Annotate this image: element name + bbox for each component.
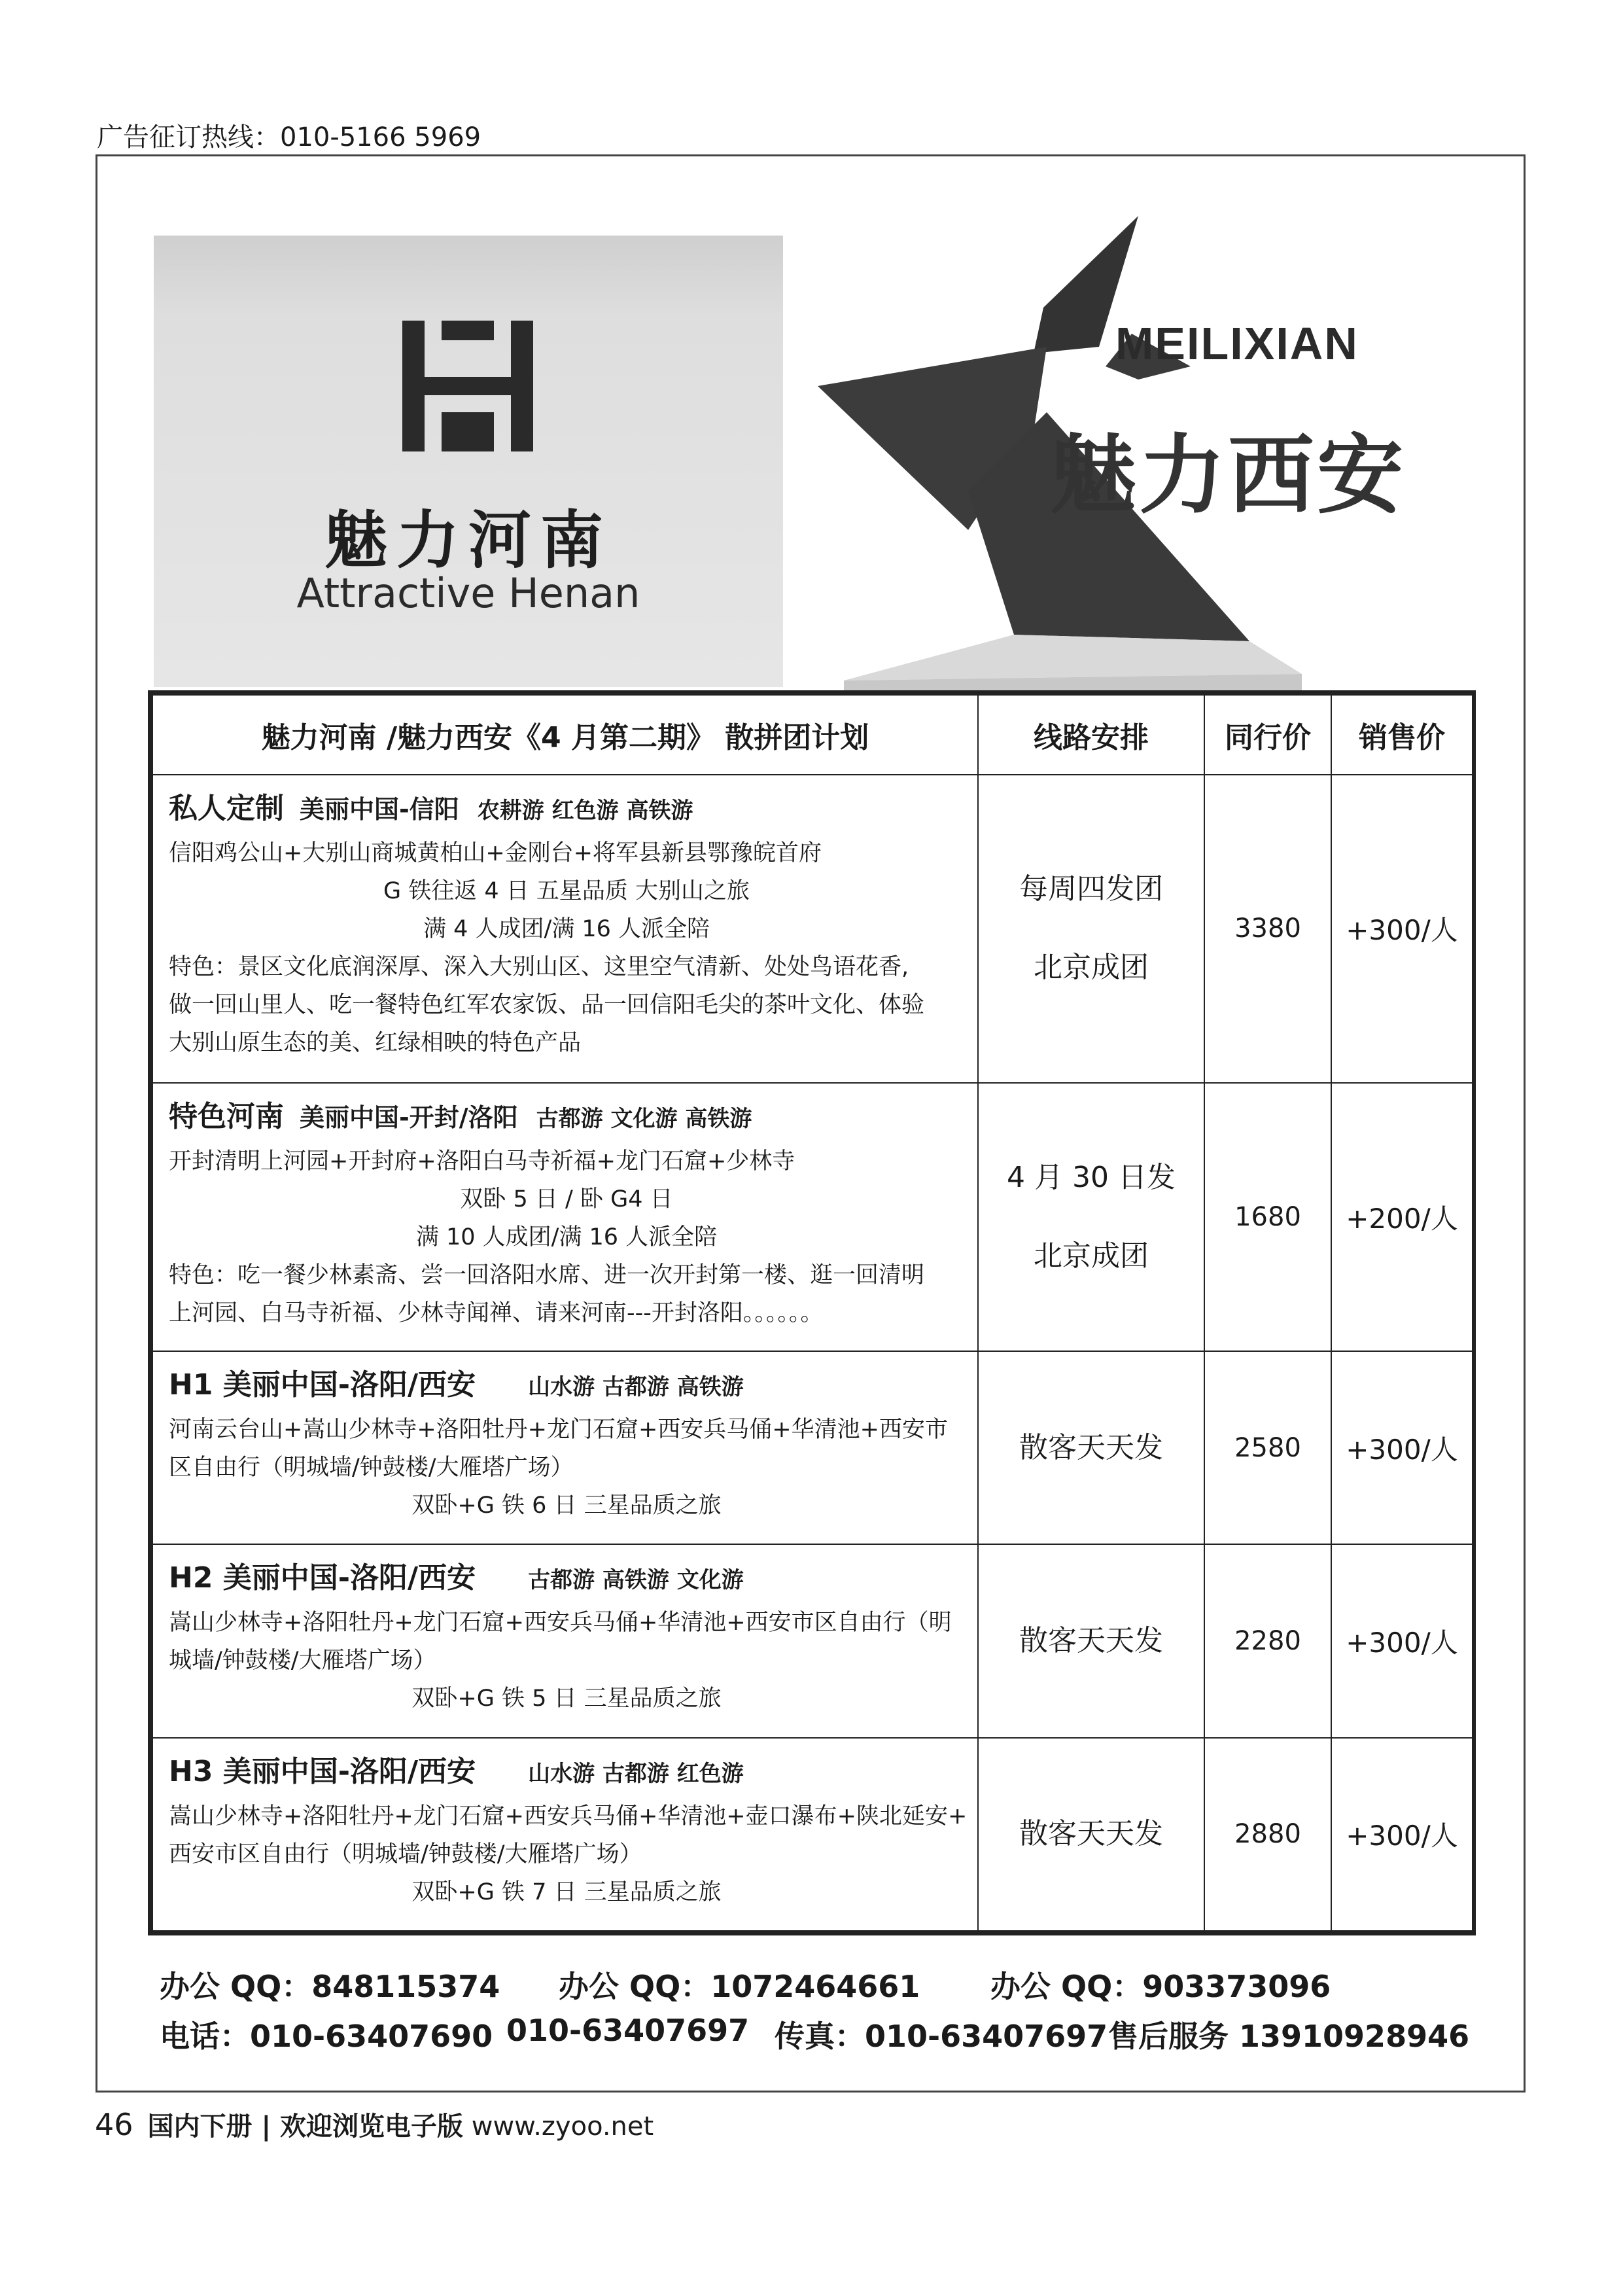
header-sale-price: 销售价: [1331, 695, 1473, 775]
route-description: [152, 1083, 978, 1351]
route-line: 特色：吃一餐少林素斋、尝一回洛阳水席、进一次开封第一楼、逛一回清明: [169, 1262, 925, 1288]
route-description: [152, 1351, 978, 1544]
route-description: [152, 1544, 978, 1737]
route-line: 上河园、白马寺祈福、少林寺闻禅、请来河南---开封洛阳。。。。。。: [169, 1299, 824, 1326]
route-line: 双卧+G 铁 5 日 三星品质之旅: [411, 1686, 722, 1712]
route-line: 满 4 人成团/满 16 人派全陪: [423, 916, 710, 942]
route-title: [169, 785, 964, 826]
route-name: H2 美丽中国-洛阳/西安: [169, 1561, 476, 1595]
route-name: 特色河南: [169, 1099, 284, 1133]
office-qq-2: 办公 QQ：1072464661: [559, 1969, 920, 2004]
route-line: 西安市区自由行（明城墙/钟鼓楼/大雁塔广场）: [169, 1841, 642, 1867]
route-line: 开封清明上河园+开封府+洛阳白马寺祈福+龙门石窟+少林寺: [169, 1148, 795, 1174]
xian-logo-cn: 魅力西安: [1050, 425, 1406, 526]
route-title: [169, 1554, 964, 1596]
xian-logo-en: MEILIXIAN: [1115, 318, 1359, 369]
route-subtitle: 美丽中国-开封/洛阳: [300, 1103, 518, 1132]
peer-price: 2880: [1204, 1738, 1331, 1931]
route-line: 嵩山少林寺+洛阳牡丹+龙门石窟+西安兵马俑+华清池+壶口瀑布+陕北延安+: [169, 1803, 968, 1829]
phone-row: [160, 2013, 1520, 2062]
header-peer-price: 同行价: [1204, 695, 1331, 775]
route-subtitle: 美丽中国-信阳: [300, 795, 459, 824]
route-line: 特色：景区文化底润深厚、深入大别山区、这里空气清新、处处鸟语花香,: [169, 954, 909, 980]
route-tags: 农耕游 红色游 高铁游: [477, 798, 693, 824]
office-qq-1: 办公 QQ：848115374: [160, 1969, 500, 2004]
fax-number: 传真：010-63407697: [775, 2019, 1108, 2054]
schedule-line: 散客天天发: [1019, 1817, 1163, 1851]
peer-price: 2580: [1204, 1351, 1331, 1544]
header-plan: 魅力河南 /魅力西安《4 月第二期》 散拼团计划: [152, 695, 978, 775]
peer-price: 3380: [1204, 775, 1331, 1083]
henan-logo-en: Attractive Henan: [296, 569, 640, 617]
hotline-text: 广告征订热线：010-5166 5969: [97, 122, 481, 152]
xian-logo: [818, 216, 1472, 694]
route-line: 城墙/钟鼓楼/大雁塔广场）: [169, 1648, 436, 1674]
route-line: 大别山原生态的美、红绿相映的特色产品: [169, 1030, 582, 1056]
sale-price: +300/人: [1331, 1351, 1473, 1544]
route-line: 双卧+G 铁 7 日 三星品质之旅: [411, 1879, 722, 1905]
route-tags: 古都游 文化游 高铁游: [536, 1105, 752, 1132]
route-tags: 山水游 古都游 高铁游: [528, 1373, 744, 1400]
route-line: 嵩山少林寺+洛阳牡丹+龙门石窟+西安兵马俑+华清池+西安市区自由行（明: [169, 1610, 952, 1636]
route-line: 区自由行（明城墙/钟鼓楼/大雁塔广场）: [169, 1454, 574, 1481]
henan-logo: [154, 236, 783, 687]
page-number: 46: [95, 2107, 133, 2142]
phone-number-2: 010-63407697: [506, 2013, 750, 2048]
schedule-line: 4 月 30 日发: [1007, 1160, 1176, 1194]
route-description: [152, 775, 978, 1083]
schedule-line: 北京成团: [1034, 951, 1149, 985]
route-schedule: [978, 1738, 1204, 1931]
schedule-line: 散客天天发: [1019, 1430, 1163, 1464]
route-line: 信阳鸡公山+大别山商城黄柏山+金刚台+将军县新县鄂豫皖首府: [169, 840, 822, 866]
route-title: [169, 1361, 964, 1403]
header-schedule: 线路安排: [978, 695, 1204, 775]
henan-logo-cn: 魅力河南: [324, 503, 612, 577]
contact-info: [160, 1963, 1520, 2062]
route-line: G 铁往返 4 日 五星品质 大别山之旅: [383, 878, 750, 904]
route-schedule: [978, 1351, 1204, 1544]
schedule-line: 每周四发团: [1019, 872, 1163, 906]
table-row: [152, 1083, 1473, 1351]
route-line: 河南云台山+嵩山少林寺+洛阳牡丹+龙门石窟+西安兵马俑+华清池+西安市: [169, 1416, 948, 1443]
table-row: [152, 775, 1473, 1083]
route-tags: 古都游 高铁游 文化游: [528, 1567, 744, 1594]
route-line: 双卧+G 铁 6 日 三星品质之旅: [411, 1492, 722, 1519]
table-header-row: [152, 695, 1473, 775]
schedule-line: 北京成团: [1034, 1239, 1149, 1273]
peer-price: 2280: [1204, 1544, 1331, 1737]
footer-site-link[interactable]: www.zyoo.net: [471, 2111, 654, 2142]
footer-section: 国内下册 | 欢迎浏览电子版: [147, 2111, 464, 2142]
route-title: [169, 1093, 964, 1135]
tour-plan-table: [148, 690, 1476, 1935]
sale-price: +300/人: [1331, 775, 1473, 1083]
henan-h-mark-icon: [402, 321, 533, 451]
table-row: [152, 1544, 1473, 1737]
sale-price: +300/人: [1331, 1544, 1473, 1737]
after-sales-service: 售后服务 13910928946: [1108, 2019, 1470, 2054]
table-row: [152, 1738, 1473, 1931]
office-qq-3: 办公 QQ：903373096: [990, 1969, 1331, 2004]
route-schedule: [978, 1083, 1204, 1351]
route-name: H1 美丽中国-洛阳/西安: [169, 1368, 476, 1402]
page-footer: [95, 2106, 654, 2143]
sale-price: +300/人: [1331, 1738, 1473, 1931]
qq-row: [160, 1963, 1520, 2013]
schedule-line: 散客天天发: [1019, 1623, 1163, 1657]
route-name: 私人定制: [169, 792, 284, 825]
table-row: [152, 1351, 1473, 1544]
route-line: 双卧 5 日 / 卧 G4 日: [460, 1186, 673, 1212]
peer-price: 1680: [1204, 1083, 1331, 1351]
route-name: H3 美丽中国-洛阳/西安: [169, 1754, 476, 1788]
route-description: [152, 1738, 978, 1931]
phone-number: 电话：010-63407690: [160, 2019, 493, 2054]
sale-price: +200/人: [1331, 1083, 1473, 1351]
route-line: 做一回山里人、吃一餐特色红军农家饭、品一回信阳毛尖的茶叶文化、体验: [169, 992, 925, 1018]
route-schedule: [978, 775, 1204, 1083]
route-schedule: [978, 1544, 1204, 1737]
route-title: [169, 1748, 964, 1790]
route-line: 满 10 人成团/满 16 人派全陪: [415, 1224, 718, 1250]
route-tags: 山水游 古都游 红色游: [528, 1760, 744, 1787]
